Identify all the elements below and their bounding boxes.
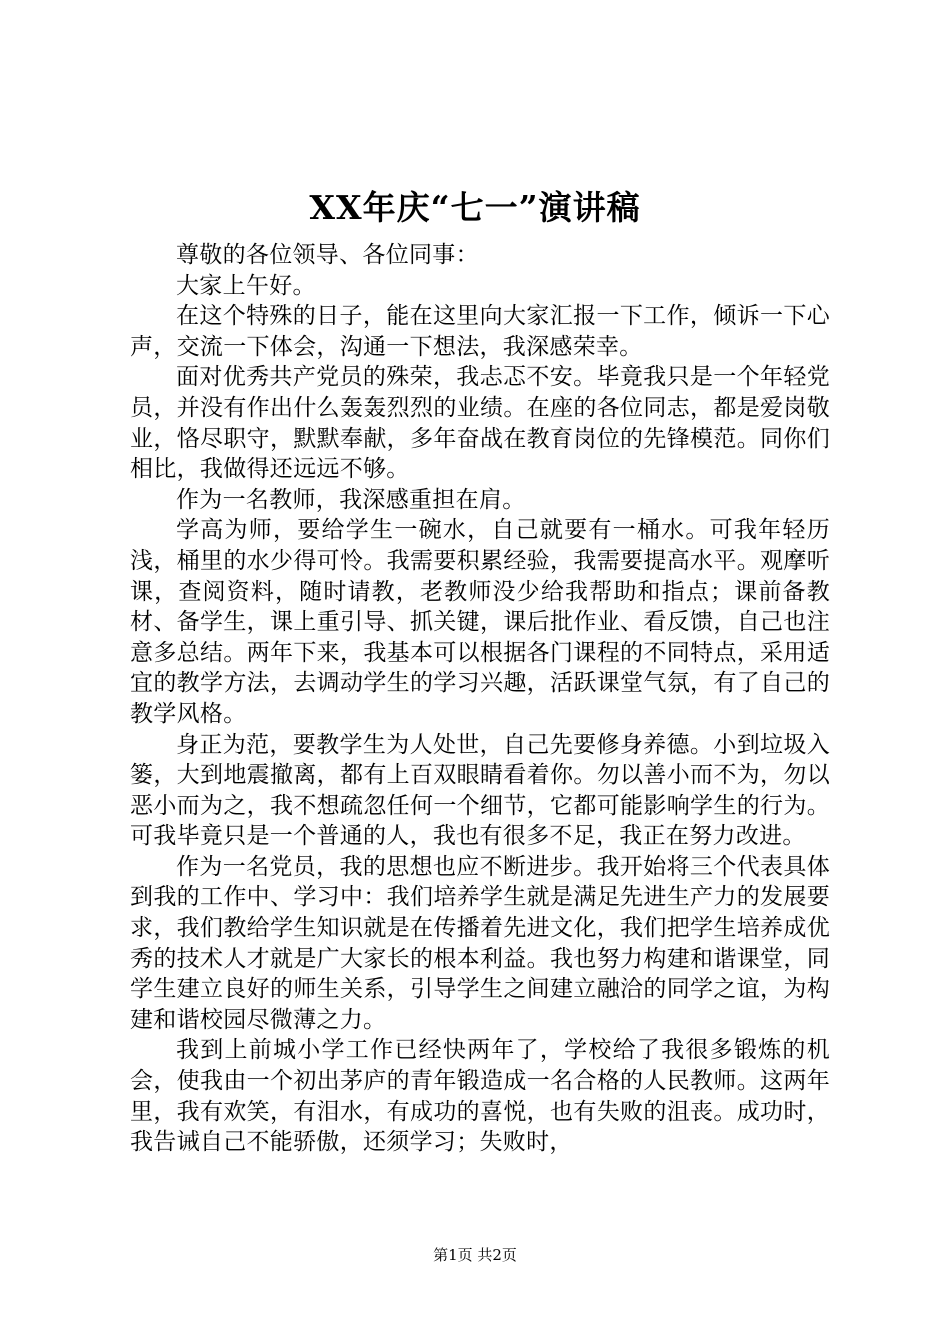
paragraph-greeting: 大家上午好。 — [176, 272, 316, 299]
page-title: XX年庆“七一”演讲稿 — [309, 188, 641, 227]
paragraph: 作为一名党员，我的思想也应不断进步。我开始将三个代表具体到我的工作中、学习中：我们培养学生就是满足先进生产力的发展要求，我们教给学生知识就是在传播着先进文化，我们把学生培养成优秀的技术人才就是广大家长的根本利益。我也努力构建和谐课堂，同学生建立良好的师生关系，引导学生之间建立融洽的同学之谊，为构建和谐校园尽微薄之力。 — [130, 853, 830, 1033]
paragraph: 学高为师，要给学生一碗水，自己就要有一桶水。可我年轻历浅，桶里的水少得可怜。我需要积累经验，我需要提高水平。观摩听课，查阅资料，随时请教，老教师没少给我帮助和指点；课前备教材、备学生，课上重引导、抓关键，课后批作业、看反馈，自己也注意多总结。两年下来，我基本可以根据各门课程的不同特点，采用适宜的教学方法，去调动学生的学习兴趣，活跃课堂气氛，有了自己的教学风格。 — [130, 517, 830, 727]
paragraph: 身正为范，要教学生为人处世，自己先要修身养德。小到垃圾入篓，大到地震撤离，都有上百双眼睛看着你。勿以善小而不为，勿以恶小而为之，我不想疏忽任何一个细节，它都可能影响学生的行为。可我毕竟只是一个普通的人，我也有很多不足，我正在努力改进。 — [130, 731, 830, 850]
paragraph-salutation: 尊敬的各位领导、各位同事： — [176, 242, 479, 268]
paragraph: 在这个特殊的日子，能在这里向大家汇报一下工作，倾诉一下心声，交流一下体会，沟通一下想法，我深感荣幸。 — [130, 303, 830, 360]
paragraph: 我到上前城小学工作已经快两年了，学校给了我很多锻炼的机会，使我由一个初出茅庐的青年锻造成一名合格的人民教师。这两年里，我有欢笑，有泪水，有成功的喜悦，也有失败的沮丧。成功时，我告诫自己不能骄傲，还须学习；失败时， — [130, 1037, 830, 1156]
page-number-footer: 第1页 共2页 — [433, 1246, 517, 1264]
paragraph: 面对优秀共产党员的殊荣，我忐忑不安。毕竟我只是一个年轻党员，并没有作出什么轰轰烈烈的业绩。在座的各位同志，都是爱岗敬业，恪尽职守，默默奉献，多年奋战在教育岗位的先锋模范。同你们相比，我做得还远远不够。 — [130, 364, 830, 483]
body-text — [130, 240, 830, 1158]
paragraph: 作为一名教师，我深感重担在肩。 — [176, 486, 526, 513]
